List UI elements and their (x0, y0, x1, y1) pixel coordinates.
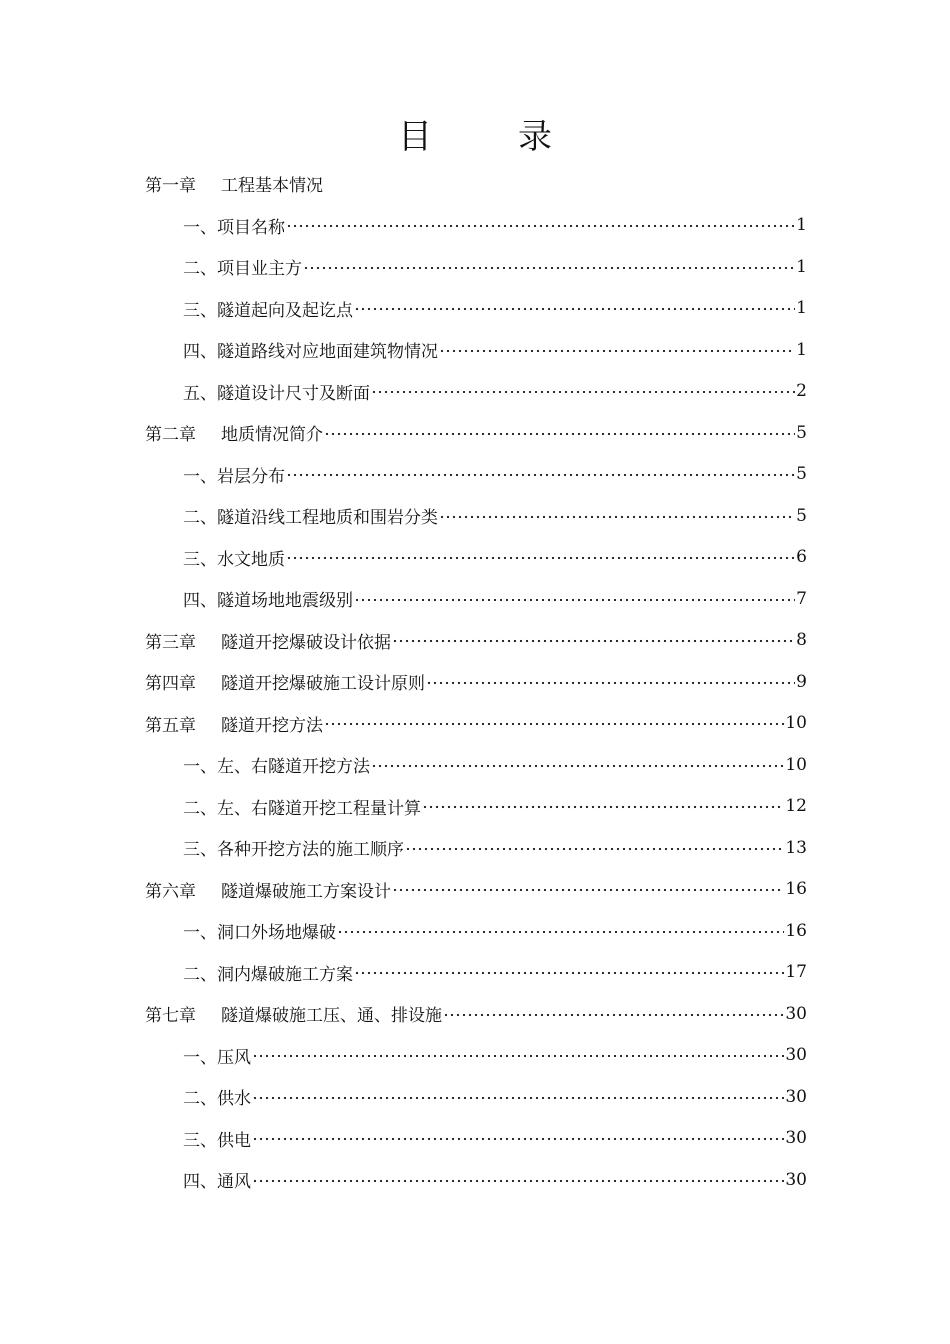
toc-dot-leader (286, 216, 795, 236)
toc-section-number: 第七章 (145, 1006, 196, 1027)
toc-dot-leader (252, 1171, 784, 1191)
toc-entry-label: 隧道沿线工程地质和围岩分类 (217, 508, 438, 529)
toc-entry[interactable] (145, 993, 807, 1035)
toc-dot-leader (252, 1129, 784, 1149)
toc-entry[interactable] (145, 1035, 807, 1077)
toc-section-number: 二、 (183, 259, 217, 280)
toc-section-number: 四、 (183, 1172, 217, 1193)
toc-entry[interactable] (145, 371, 807, 413)
toc-section-number: 第三章 (145, 632, 196, 653)
toc-entry-label: 隧道场地地震级别 (217, 591, 353, 612)
toc-entry-label: 水文地质 (217, 549, 285, 570)
toc-entry-label: 岩层分布 (217, 466, 285, 487)
toc-page-number: 1 (796, 298, 807, 319)
toc-entry[interactable] (145, 163, 807, 205)
toc-page-number: 1 (796, 256, 807, 277)
toc-entry[interactable] (145, 744, 807, 786)
toc-dot-leader (324, 175, 798, 195)
toc-dot-leader (443, 1005, 784, 1025)
toc-section-number: 第二章 (145, 425, 196, 446)
toc-dot-leader (371, 756, 784, 776)
toc-page-number: 30 (785, 1169, 807, 1190)
toc-entry-label: 洞内爆破施工方案 (217, 964, 353, 985)
toc-page-number: 16 (785, 879, 807, 900)
toc-section-number: 五、 (183, 383, 217, 404)
toc-section-number: 三、 (183, 300, 217, 321)
toc-page-number: 30 (785, 1128, 807, 1149)
toc-section-number: 二、 (183, 798, 217, 819)
toc-dot-leader (337, 922, 784, 942)
toc-page-number: 9 (796, 671, 807, 692)
toc-entry-label: 工程基本情况 (221, 176, 323, 197)
toc-page-number: 30 (785, 1045, 807, 1066)
toc-entry-label: 供电 (217, 1130, 251, 1151)
toc-section-number: 第六章 (145, 881, 196, 902)
toc-dot-leader (324, 714, 784, 734)
toc-entry[interactable] (145, 1076, 807, 1118)
toc-dot-leader (422, 797, 784, 817)
toc-page-number: 30 (785, 1003, 807, 1024)
toc-entry-label: 项目业主方 (217, 259, 302, 280)
toc-entry-label: 隧道起向及起讫点 (217, 300, 353, 321)
toc-page-number: 17 (785, 962, 807, 983)
toc-entry-label: 左、右隧道开挖方法 (217, 757, 370, 778)
toc-entry-label: 各种开挖方法的施工顺序 (217, 840, 404, 861)
toc-dot-leader (286, 548, 795, 568)
toc-entry[interactable] (145, 246, 807, 288)
toc-section-number: 二、 (183, 1089, 217, 1110)
toc-entry[interactable] (145, 329, 807, 371)
toc-entry[interactable] (145, 827, 807, 869)
title-char-2: 录 (518, 117, 552, 157)
toc-entry[interactable] (145, 869, 807, 911)
toc-section-number: 第四章 (145, 674, 196, 695)
toc-dot-leader (371, 382, 795, 402)
toc-entry[interactable] (145, 1159, 807, 1201)
toc-entry[interactable] (145, 703, 807, 745)
toc-section-number: 第一章 (145, 176, 196, 197)
toc-section-number: 二、 (183, 964, 217, 985)
toc-entry-label: 洞口外场地爆破 (217, 923, 336, 944)
toc-page-number: 8 (796, 630, 807, 651)
page-title (0, 112, 950, 162)
toc-page-number: 7 (796, 588, 807, 609)
toc-dot-leader (286, 465, 795, 485)
toc-entry[interactable] (145, 910, 807, 952)
toc-entry-label: 隧道开挖爆破设计依据 (221, 632, 391, 653)
toc-page-number: 10 (785, 754, 807, 775)
toc-dot-leader (439, 507, 795, 527)
toc-page-number: 5 (796, 464, 807, 485)
toc-section-number: 一、 (183, 757, 217, 778)
toc-page-number: 5 (796, 505, 807, 526)
toc-entry-label: 压风 (217, 1047, 251, 1068)
toc-entry[interactable] (145, 952, 807, 994)
toc-dot-leader (252, 1046, 784, 1066)
toc-dot-leader (439, 341, 795, 361)
toc-page-number: 1 (796, 215, 807, 236)
toc-page-number: 6 (796, 547, 807, 568)
toc-dot-leader (252, 1088, 784, 1108)
title-char-1: 目 (398, 117, 432, 157)
toc-entry[interactable] (145, 288, 807, 330)
toc-dot-leader (324, 424, 795, 444)
toc-page-number: 12 (785, 796, 807, 817)
toc-section-number: 一、 (183, 466, 217, 487)
toc-page-number: 30 (785, 1086, 807, 1107)
toc-entry-label: 隧道路线对应地面建筑物情况 (217, 342, 438, 363)
toc-section-number: 四、 (183, 342, 217, 363)
toc-entry-label: 供水 (217, 1089, 251, 1110)
toc-section-number: 一、 (183, 217, 217, 238)
toc-entry[interactable] (145, 578, 807, 620)
toc-entry-label: 隧道开挖爆破施工设计原则 (221, 674, 425, 695)
toc-page-number: 1 (796, 339, 807, 360)
toc-entry[interactable] (145, 454, 807, 496)
toc-entry-label: 隧道爆破施工压、通、排设施 (221, 1006, 442, 1027)
toc-section-number: 四、 (183, 591, 217, 612)
toc-dot-leader (354, 590, 795, 610)
toc-section-number: 三、 (183, 840, 217, 861)
table-of-contents (145, 163, 807, 1201)
toc-section-number: 一、 (183, 1047, 217, 1068)
toc-section-number: 一、 (183, 923, 217, 944)
toc-dot-leader (354, 299, 795, 319)
toc-entry-label: 隧道爆破施工方案设计 (221, 881, 391, 902)
toc-dot-leader (392, 880, 784, 900)
toc-entry[interactable] (145, 786, 807, 828)
toc-page-number: 10 (785, 713, 807, 734)
toc-section-number: 二、 (183, 508, 217, 529)
toc-entry-label: 隧道设计尺寸及断面 (217, 383, 370, 404)
toc-entry-label: 通风 (217, 1172, 251, 1193)
toc-section-number: 三、 (183, 1130, 217, 1151)
toc-section-number: 三、 (183, 549, 217, 570)
toc-entry-label: 左、右隧道开挖工程量计算 (217, 798, 421, 819)
toc-entry-label: 地质情况简介 (221, 425, 323, 446)
toc-entry[interactable] (145, 537, 807, 579)
toc-entry[interactable] (145, 205, 807, 247)
toc-dot-leader (405, 839, 784, 859)
toc-dot-leader (392, 631, 795, 651)
toc-entry[interactable] (145, 412, 807, 454)
toc-page-number: 16 (785, 920, 807, 941)
toc-page-number: 13 (785, 837, 807, 858)
toc-dot-leader (426, 673, 795, 693)
toc-page-number: 2 (796, 381, 807, 402)
toc-page-number: 5 (796, 422, 807, 443)
toc-entry-label: 隧道开挖方法 (221, 715, 323, 736)
toc-entry[interactable] (145, 495, 807, 537)
toc-entry[interactable] (145, 620, 807, 662)
toc-dot-leader (303, 258, 795, 278)
toc-entry-label: 项目名称 (217, 217, 285, 238)
toc-entry[interactable] (145, 1118, 807, 1160)
toc-dot-leader (354, 963, 784, 983)
toc-section-number: 第五章 (145, 715, 196, 736)
toc-entry[interactable] (145, 661, 807, 703)
